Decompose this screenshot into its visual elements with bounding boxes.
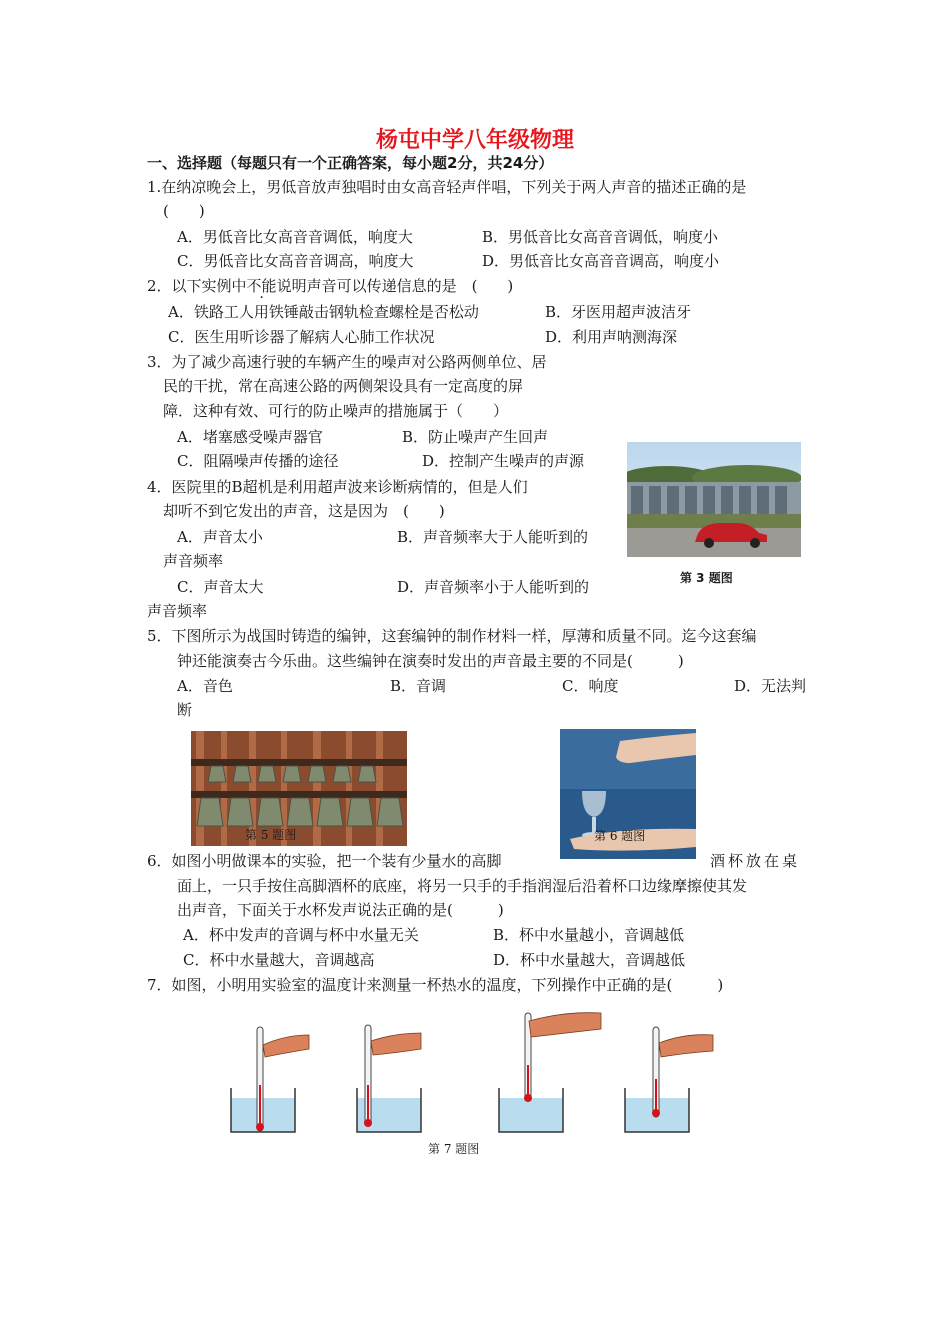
q2-stem-post: 说明声音可以传递信息的是 ( ) — [276, 277, 514, 295]
bianzhong-bells-photo — [191, 731, 407, 846]
q4-option-d-cont: 声音频率 — [147, 602, 208, 620]
thermometer-setups-drawing — [225, 1005, 725, 1135]
q4-option-d[interactable]: D．声音频率小于人能听到的 — [397, 578, 590, 596]
q5-figure-caption: 第 5 题图 — [245, 828, 297, 842]
q6-line-2: 面上，一只手按住高脚酒杯的底座，将另一只手的手指润湿后沿着杯口边缘摩擦使其发 — [177, 877, 748, 895]
q6-line-1-post: 酒杯放在桌 — [710, 852, 801, 870]
q2-option-d[interactable]: D．利用声呐测海深 — [545, 328, 678, 346]
q4-option-b[interactable]: B．声音频率大于人能听到的 — [397, 528, 589, 546]
q5-option-d[interactable]: D．无法判 — [734, 677, 807, 695]
q5-figure — [191, 731, 407, 846]
q2-option-c[interactable]: C．医生用听诊器了解病人心肺工作状况 — [168, 328, 435, 346]
q1-paren: ( ) — [163, 202, 205, 220]
q4-option-c[interactable]: C．声音太大 — [177, 578, 264, 596]
q2-stem — [147, 276, 513, 296]
q5-option-b[interactable]: B．音调 — [390, 677, 447, 695]
section-heading: 一、选择题（每题只有一个正确答案，每小题2分，共24分） — [147, 154, 554, 172]
page-title: 杨屯中学八年级物理 — [375, 128, 574, 153]
q6-line-3: 出声音，下面关于水杯发声说法正确的是( ) — [177, 901, 504, 919]
q5-line-1: 5．下图所示为战国时铸造的编钟，这套编钟的制作材料一样，厚薄和质量不同。迄今这套编 — [147, 627, 757, 645]
setup-1 — [231, 1027, 309, 1132]
q2-emphasis: 不能 — [246, 277, 277, 295]
q4-option-a[interactable]: A．声音太小 — [177, 528, 263, 546]
q7-figure — [225, 1005, 725, 1135]
q3-figure-caption: 第 3 题图 — [680, 571, 733, 585]
setup-4 — [625, 1027, 713, 1132]
setup-3 — [499, 1013, 601, 1132]
q5-option-c[interactable]: C．响度 — [562, 677, 619, 695]
q7-stem: 7．如图，小明用实验室的温度计来测量一杯热水的温度，下列操作中正确的是( ) — [147, 976, 724, 994]
q3-option-b[interactable]: B．防止噪声产生回声 — [402, 428, 549, 446]
q1-option-d[interactable]: D．男低音比女高音音调高，响度小 — [482, 252, 720, 270]
q1-option-a[interactable]: A．男低音比女高音音调低，响度大 — [177, 228, 413, 246]
q3-line-2: 民的干扰，常在高速公路的两侧架设具有一定高度的屏 — [163, 377, 524, 395]
q4-option-b-cont: 声音频率 — [163, 552, 224, 570]
q1-option-b[interactable]: B．男低音比女高音音调低，响度小 — [482, 228, 719, 246]
q3-option-a[interactable]: A．堵塞感受噪声器官 — [177, 428, 323, 446]
q6-option-c[interactable]: C．杯中水量越大，音调越高 — [183, 951, 375, 969]
q2-stem-pre: 2．以下实例中 — [147, 277, 247, 295]
q5-option-d-cont: 断 — [177, 701, 193, 719]
q3-option-c[interactable]: C．阻隔噪声传播的途径 — [177, 452, 339, 470]
q4-line-2: 却听不到它发出的声音，这是因为 ( ) — [163, 502, 445, 520]
q3-line-1: 3．为了减少高速行驶的车辆产生的噪声对公路两侧单位、居 — [147, 353, 547, 371]
q3-option-d[interactable]: D．控制产生噪声的声源 — [422, 452, 585, 470]
q5-line-2: 钟还能演奏古今乐曲。这些编钟在演奏时发出的声音最主要的不同是( ) — [177, 652, 684, 670]
q5-option-a[interactable]: A．音色 — [177, 677, 233, 695]
q7-figure-caption: 第 7 题图 — [428, 1142, 480, 1156]
q6-figure-caption: 第 6 题图 — [594, 829, 646, 843]
q3-line-3: 障．这种有效、可行的防止噪声的措施属于（ ） — [163, 402, 509, 420]
q6-figure — [560, 729, 696, 859]
q2-option-b[interactable]: B．牙医用超声波洁牙 — [545, 303, 692, 321]
q1-option-c[interactable]: C．男低音比女高音音调高，响度大 — [177, 252, 414, 270]
q4-line-1: 4．医院里的B超机是利用超声波来诊断病情的，但是人们 — [147, 478, 528, 496]
q2-option-a[interactable]: A．铁路工人用铁锤敲击钢轨检查螺栓是否松动 — [168, 303, 479, 321]
setup-2 — [357, 1025, 421, 1132]
q3-figure — [627, 442, 801, 557]
q6-line-1-pre: 6．如图小明做课本的实验，把一个装有少量水的高脚 — [147, 852, 502, 870]
q6-option-b[interactable]: B．杯中水量越小，音调越低 — [493, 926, 685, 944]
q1-stem: 1.在纳凉晚会上，男低音放声独唱时由女高音轻声伴唱，下列关于两人声音的描述正确的是 — [147, 178, 747, 196]
highway-barrier-photo — [627, 442, 801, 557]
q6-option-d[interactable]: D．杯中水量越大，音调越低 — [493, 951, 686, 969]
q6-option-a[interactable]: A．杯中发声的音调与杯中水量无关 — [183, 926, 419, 944]
